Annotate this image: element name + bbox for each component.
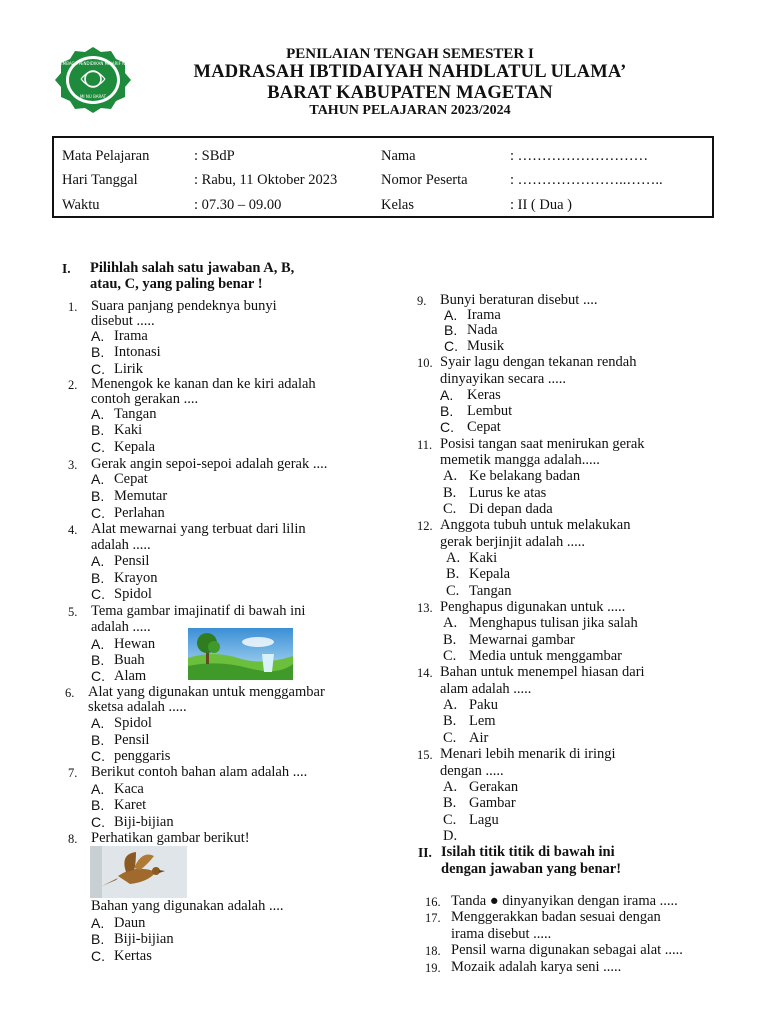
answer-option[interactable]: Musik [467, 338, 505, 354]
answer-option[interactable]: Keras [467, 387, 501, 403]
option-letter: D. [443, 828, 458, 844]
option-letter: B. [91, 344, 105, 360]
participant-label: Nomor Peserta [381, 172, 468, 188]
option-letter: B. [91, 797, 105, 813]
answer-option[interactable]: Spidol [114, 715, 152, 731]
answer-option[interactable]: Tangan [469, 583, 512, 599]
question-number: 15. [417, 748, 433, 762]
participant-field[interactable]: : …………………..…….. [510, 172, 663, 188]
option-letter: B. [443, 632, 457, 648]
question-text: Syair lagu dengan tekanan rendah [440, 354, 637, 370]
landscape-image [188, 628, 293, 680]
option-letter: A. [91, 328, 105, 344]
question-text: Gerak angin sepoi-sepoi adalah gerak .... [91, 456, 328, 472]
answer-option[interactable]: Kaki [469, 550, 498, 566]
option-letter: B. [91, 931, 105, 947]
question-text: Berikut contoh bahan alam adalah .... [91, 764, 308, 780]
question-number: 5. [68, 605, 78, 619]
option-letter: C. [91, 948, 105, 964]
option-letter: A. [91, 471, 105, 487]
question-text: Pensil warna digunakan sebagai alat ..... [451, 942, 683, 958]
option-letter: A. [91, 636, 105, 652]
answer-option[interactable]: Paku [469, 697, 498, 713]
section-2-instruction-2: dengan jawaban yang benar! [441, 861, 622, 877]
question-text: Posisi tangan saat menirukan gerak [440, 436, 645, 452]
option-letter: A. [91, 553, 105, 569]
question-number: 12. [417, 519, 433, 533]
option-letter: C. [443, 501, 457, 517]
question-text-cont: disebut ..... [91, 313, 155, 329]
option-letter: B. [91, 570, 105, 586]
question-text-cont: gerak berjinjit adalah ..... [440, 534, 585, 550]
date-value: : Rabu, 11 Oktober 2023 [194, 172, 338, 188]
answer-option[interactable]: penggaris [114, 748, 171, 764]
option-letter: C. [443, 648, 457, 664]
option-letter: B. [443, 713, 457, 729]
question-text-cont: contoh gerakan .... [91, 391, 199, 407]
class-label: Kelas [381, 197, 415, 213]
answer-option[interactable]: Air [469, 730, 489, 746]
question-text-cont: adalah ..... [91, 537, 151, 553]
answer-option[interactable]: Hewan [114, 636, 156, 652]
option-letter: B. [443, 485, 457, 501]
option-letter: A. [446, 550, 461, 566]
question-text-cont: memetik mangga adalah..... [440, 452, 600, 468]
question-number: 1. [68, 300, 78, 314]
question-text: Tema gambar imajinatif di bawah ini [91, 603, 306, 619]
option-letter: A. [91, 406, 105, 422]
svg-text:LEMBAGA PENDIDIKAN MA'ARIF NU: LEMBAGA PENDIDIKAN MA'ARIF NU [57, 61, 129, 66]
answer-option[interactable]: Gambar [469, 795, 516, 811]
leaf-bird-image [90, 846, 187, 898]
answer-option[interactable]: Irama [114, 328, 148, 344]
question-text-cont: adalah ..... [91, 619, 151, 635]
question-number: 4. [68, 523, 78, 537]
question-text: Suara panjang pendeknya bunyi [91, 298, 277, 314]
option-letter: C. [444, 338, 458, 354]
section-1-instruction: Pilihlah salah satu jawaban A, B, [90, 260, 295, 276]
answer-option[interactable]: Perlahan [114, 505, 165, 521]
option-letter: C. [91, 668, 105, 684]
question-text: Menggerakkan badan sesuai dengan [451, 909, 661, 925]
answer-option[interactable]: Kertas [114, 948, 152, 964]
answer-option[interactable]: Cepat [467, 419, 501, 435]
section-1-instruction-2: atau, C, yang paling benar ! [90, 276, 263, 292]
answer-option[interactable]: Lagu [469, 812, 499, 828]
answer-option[interactable]: Lembut [467, 403, 513, 419]
answer-option[interactable]: Di depan dada [469, 501, 553, 517]
question-number: 16. [425, 895, 441, 909]
option-letter: C. [440, 419, 454, 435]
answer-option[interactable]: Kepala [469, 566, 511, 582]
option-letter: B. [440, 403, 454, 419]
question-text: Mozaik adalah karya seni ..... [451, 959, 622, 975]
question-number: 3. [68, 458, 78, 472]
option-letter: C. [91, 814, 105, 830]
question-number: 11. [417, 438, 433, 452]
question-number: 14. [417, 666, 433, 680]
question-text: Penghapus digunakan untuk ..... [440, 599, 626, 615]
option-letter: A. [443, 615, 458, 631]
student-info-box [52, 136, 714, 218]
question-text-cont: irama disebut ..... [451, 926, 552, 942]
answer-option[interactable]: Kaca [114, 781, 144, 797]
question-text: Anggota tubuh untuk melakukan [440, 517, 631, 533]
option-letter: C. [443, 812, 457, 828]
answer-option[interactable]: Pensil [114, 553, 150, 569]
option-letter: A. [440, 387, 454, 403]
answer-option[interactable]: Ke belakang badan [469, 468, 581, 484]
option-letter: C. [91, 748, 105, 764]
name-label: Nama [381, 148, 416, 164]
answer-option[interactable]: Lem [469, 713, 496, 729]
answer-option[interactable]: Alam [114, 668, 147, 684]
answer-option[interactable]: Mewarnai gambar [469, 632, 575, 648]
answer-option[interactable]: Nada [467, 322, 498, 338]
question-text-cont: dinyayikan secara ..... [440, 371, 567, 387]
answer-option[interactable]: Kepala [114, 439, 156, 455]
answer-option[interactable]: Gerakan [469, 779, 519, 795]
question-text: Bahan untuk menempel hiasan dari [440, 664, 645, 680]
class-value: : II ( Dua ) [510, 197, 573, 213]
school-name: MADRASAH IBTIDAIYAH NAHDLATUL ULAMA’ [193, 62, 627, 82]
answer-option[interactable]: Pensil [114, 732, 150, 748]
answer-option[interactable]: Daun [114, 915, 146, 931]
date-label: Hari Tanggal [62, 172, 138, 188]
option-letter: A. [443, 697, 458, 713]
question-text: Alat yang digunakan untuk menggambar [88, 684, 325, 700]
option-letter: A. [444, 307, 458, 323]
option-letter: A. [443, 779, 458, 795]
question-number: 9. [417, 294, 427, 308]
question-text-cont: Bahan yang digunakan adalah .... [91, 898, 284, 914]
option-letter: C. [91, 505, 105, 521]
subject-label: Mata Pelajaran [62, 148, 150, 164]
option-letter: A. [91, 715, 105, 731]
answer-option[interactable]: Cepat [114, 471, 148, 487]
time-label: Waktu [62, 197, 100, 213]
question-number: 6. [65, 686, 75, 700]
question-number: 10. [417, 356, 433, 370]
option-letter: B. [446, 566, 460, 582]
option-letter: B. [444, 322, 458, 338]
option-letter: A. [91, 781, 105, 797]
section-2-instruction: Isilah titik titik di bawah ini [441, 844, 615, 860]
option-letter: B. [91, 488, 105, 504]
question-text: Tanda ● dinyanyikan dengan irama ..... [451, 893, 678, 909]
question-text: Perhatikan gambar berikut! [91, 830, 250, 846]
answer-option[interactable]: Biji-bijian [114, 814, 174, 830]
question-number: 18. [425, 944, 441, 958]
question-number: 19. [425, 961, 441, 975]
school-logo [54, 46, 132, 114]
question-text-cont: sketsa adalah ..... [88, 699, 187, 715]
answer-option[interactable]: Karet [114, 797, 147, 813]
question-text: Alat mewarnai yang terbuat dari lilin [91, 521, 306, 537]
name-field[interactable]: : ……………………… [510, 148, 649, 164]
svg-text:MI NU BARAT: MI NU BARAT [79, 94, 107, 99]
option-letter: C. [91, 361, 105, 377]
answer-option[interactable]: Kaki [114, 422, 143, 438]
time-value: : 07.30 – 09.00 [194, 197, 282, 213]
option-letter: C. [91, 586, 105, 602]
question-number: 8. [68, 832, 78, 846]
answer-option[interactable]: Media untuk menggambar [469, 648, 623, 664]
answer-option[interactable]: Menghapus tulisan jika salah [469, 615, 638, 631]
option-letter: C. [446, 583, 460, 599]
question-number: 17. [425, 911, 441, 925]
answer-option[interactable]: Lirik [114, 361, 143, 377]
answer-option[interactable]: Lurus ke atas [469, 485, 547, 501]
option-letter: C. [91, 439, 105, 455]
answer-option[interactable]: Irama [467, 307, 501, 323]
question-text-cont: alam adalah ..... [440, 681, 532, 697]
question-number: 2. [68, 378, 78, 392]
question-text-cont: dengan ..... [440, 763, 504, 779]
academic-year: TAHUN PELAJARAN 2023/2024 [309, 103, 511, 118]
answer-option[interactable]: Intonasi [114, 344, 161, 360]
exam-title: PENILAIAN TENGAH SEMESTER I [286, 46, 534, 62]
question-number: 7. [68, 766, 78, 780]
answer-option[interactable]: Biji-bijian [114, 931, 174, 947]
option-letter: A. [91, 915, 105, 931]
answer-option[interactable]: Memutar [114, 488, 168, 504]
option-letter: C. [443, 730, 457, 746]
school-location: BARAT KABUPATEN MAGETAN [267, 83, 553, 103]
subject-value: : SBdP [194, 148, 235, 164]
section-1-number: I. [62, 261, 71, 276]
question-number: 13. [417, 601, 433, 615]
section-2-number: II. [418, 845, 432, 860]
answer-option[interactable]: Tangan [114, 406, 157, 422]
option-letter: A. [443, 468, 458, 484]
option-letter: B. [91, 422, 105, 438]
question-text: Menengok ke kanan dan ke kiri adalah [91, 376, 316, 392]
answer-option[interactable]: Spidol [114, 586, 152, 602]
option-letter: B. [91, 652, 105, 668]
question-text: Bunyi beraturan disebut .... [440, 292, 598, 308]
option-letter: B. [443, 795, 457, 811]
answer-option[interactable]: Buah [114, 652, 145, 668]
question-text: Menari lebih menarik di iringi [440, 746, 616, 762]
answer-option[interactable]: Krayon [114, 570, 158, 586]
option-letter: B. [91, 732, 105, 748]
